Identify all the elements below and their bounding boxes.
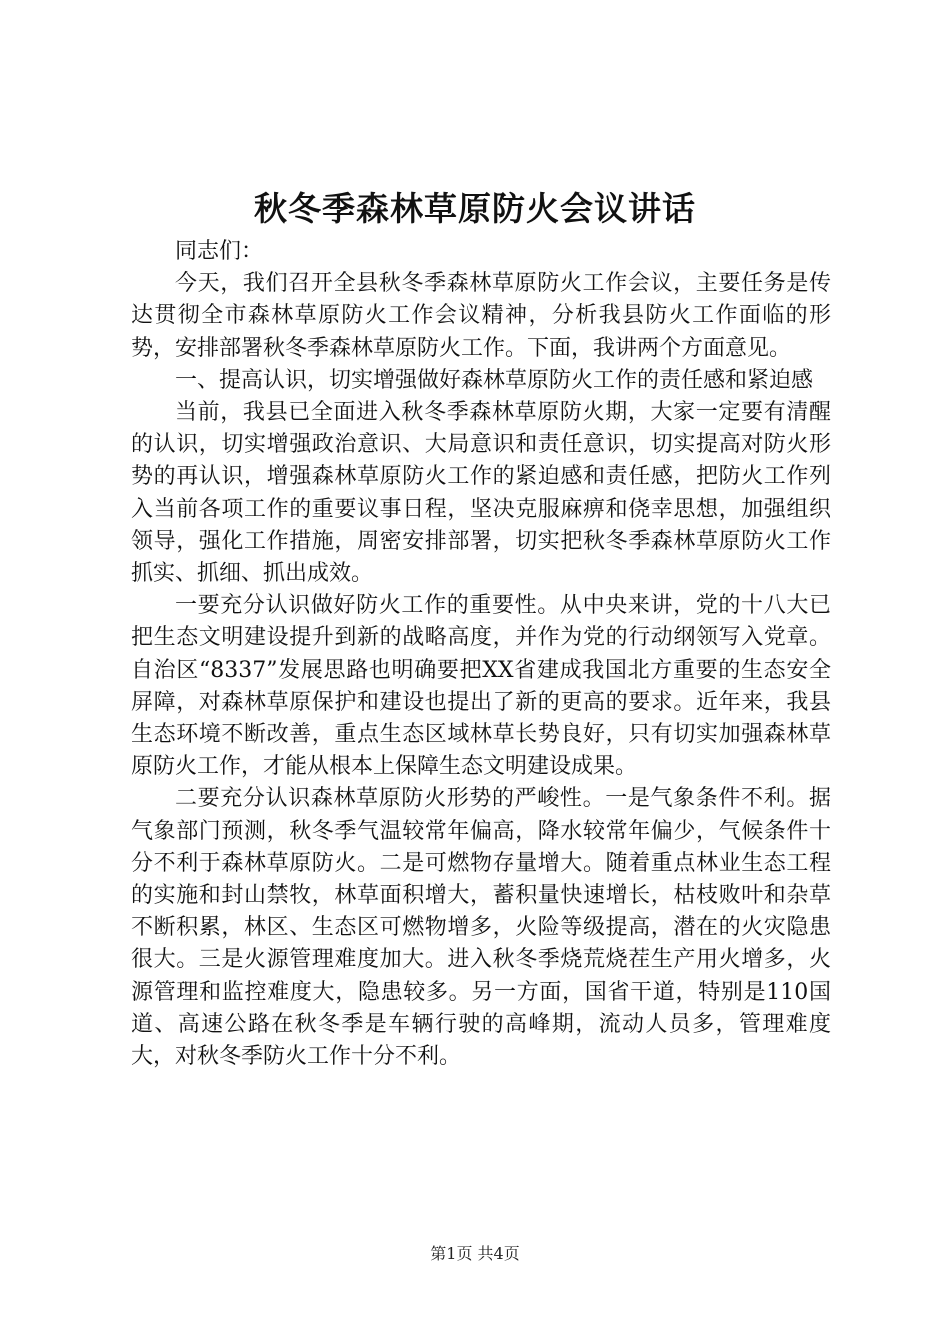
body-paragraph: 二要充分认识森林草原防火形势的严峻性。一是气象条件不利。据气象部门预测，秋冬季气温较常年偏高，降水较常年偏少，气候条件十分不利于森林草原防火。二是可燃物存量增大。随着重点林业生态工程的实施和封山禁牧，林草面积增大，蓄积量快速增长，枯枝败叶和杂草不断积累，林区、生态区可燃物增多，火险等级提高，潜在的火灾隐患很大。三是火源管理难度加大。进入秋冬季烧荒烧茬生产用火增多，火源管理和监控难度大，隐患较多。另一方面，国省干道，特别是110国道、高速公路在秋冬季是车辆行驶的高峰期，流动人员多，管理难度大，对秋冬季防火工作十分不利。 <box>131 786 831 1070</box>
body-paragraph: 一要充分认识做好防火工作的重要性。从中央来讲，党的十八大已把生态文明建设提升到新的战略高度，并作为党的行动纲领写入党章。自治区“8337”发展思路也明确要把XX省建成我国北方重要的生态安全屏障，对森林草原保护和建设也提出了新的更高的要求。近年来，我县生态环境不断改善，重点生态区域林草长势良好，只有切实加强森林草原防火工作，才能从根本上保障生态文明建设成果。 <box>131 593 831 780</box>
section-heading-1: 一、提高认识，切实增强做好森林草原防火工作的责任感和紧迫感 <box>175 367 814 393</box>
document-body <box>131 236 831 1073</box>
intro-paragraph: 今天，我们召开全县秋冬季森林草原防火工作会议，主要任务是传达贯彻全市森林草原防火工作会议精神，分析我县防火工作面临的形势，安排部署秋冬季森林草原防火工作。下面，我讲两个方面意见。 <box>131 271 831 361</box>
salutation-paragraph: 同志们： <box>175 239 264 264</box>
page-footer: 第1页 共4页 <box>430 1244 520 1263</box>
document-title: 秋冬季森林草原防火会议讲话 <box>254 189 696 228</box>
body-paragraph: 当前，我县已全面进入秋冬季森林草原防火期，大家一定要有清醒的认识，切实增强政治意识、大局意识和责任意识，切实提高对防火形势的再认识，增强森林草原防火工作的紧迫感和责任感，把防火工作列入当前各项工作的重要议事日程，坚决克服麻痹和侥幸思想，加强组织领导，强化工作措施，周密安排部署，切实把秋冬季森林草原防火工作抓实、抓细、抓出成效。 <box>131 400 831 587</box>
